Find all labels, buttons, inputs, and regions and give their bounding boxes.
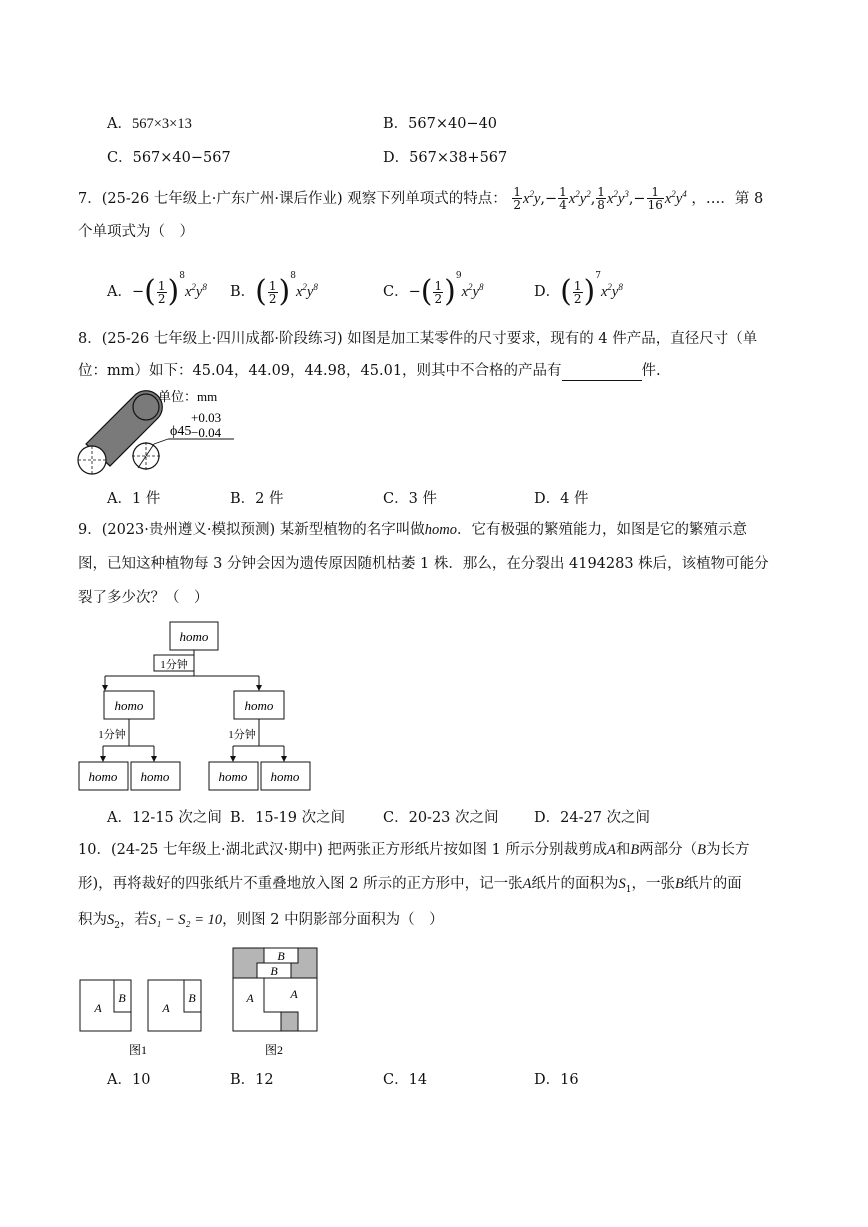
q8-option-d: D．4 件 xyxy=(534,491,589,507)
q10-option-a: A．10 xyxy=(107,1072,151,1088)
q9-option-a: A．12-15 次之间 xyxy=(107,810,222,826)
q8-option-a: A．1 件 xyxy=(107,491,161,507)
q10-option-d: D．16 xyxy=(534,1072,579,1088)
q7-stem-line2: 个单项式为（ ） xyxy=(78,224,194,240)
q9-option-b: B．15-19 次之间 xyxy=(230,810,346,826)
svg-text:A: A xyxy=(290,987,298,1001)
minute-label-right: 1分钟 xyxy=(228,729,256,741)
fig2-caption: 图2 xyxy=(264,1043,284,1057)
q7-term-3: $\frac{1}{8}$ $x^2y^3$ xyxy=(597,185,629,213)
tolerance-lower: −0.04 xyxy=(191,425,222,440)
svg-text:homo: homo xyxy=(270,769,300,784)
q7-option-c: C．−( $\frac{1}{2}$ )$^9x^2y^8$ xyxy=(383,271,484,309)
q10-option-c: C．14 xyxy=(383,1072,428,1088)
q10-stem-line3: 积为$S_2$，若S₁ − S₂ = 10，则图 2 中阴影部分面积为（ ） xyxy=(78,912,444,931)
q9-stem-line2: 图，已知这种植物每 3 分钟会因为遗传原因随机枯萎 1 株．那么，在分裂出 4194283 株后，该植物可能分 xyxy=(78,556,769,572)
svg-text:homo: homo xyxy=(179,629,209,644)
q7-term-4: − $\frac{1}{16}$ $x^2y^4$ xyxy=(633,185,687,213)
dimension-base: ϕ45 xyxy=(170,424,192,439)
q7-option-b: B．( $\frac{1}{2}$ )$^8x^2y^8$ xyxy=(230,271,318,309)
q7-term-1: $\frac{1}{2}$ $x^2y$ xyxy=(513,185,541,213)
q7-stem-line1: 7．(25-26 七年级上·广东广州·课后作业) 观察下列单项式的特点： $\frac{1}{2}$ $x^2y,-$ $\frac{1}{4}$ $x^2y^2$, $\frac{1}{8}$ $x^2y^3,-$ $\frac{1}{16}$ $x^2y^4$ ，…．第 8 xyxy=(78,185,764,213)
tolerance-upper: +0.03 xyxy=(191,410,222,425)
q7-term-2: − $\frac{1}{4}$ $x^2y^2$ xyxy=(545,185,591,213)
q9-stem-line1: 9．(2023·贵州遵义·模拟预测) 某新型植物的名字叫做homo．它有极强的繁殖能力，如图是它的繁殖示意 xyxy=(78,522,748,538)
q10-figures xyxy=(76,944,326,1060)
q7-option-a: A．−( $\frac{1}{2}$ )$^8x^2y^8$ xyxy=(107,271,207,309)
svg-text:1分钟: 1分钟 xyxy=(160,659,188,671)
svg-text:homo: homo xyxy=(218,769,248,784)
svg-text:A: A xyxy=(94,1001,102,1015)
q8-stem-line1: 8．(25-26 七年级上·四川成都·阶段练习) 如图是加工某零件的尺寸要求，现有的 4 件产品，直径尺寸（单 xyxy=(78,331,758,347)
fig1-square-1 xyxy=(80,980,131,1031)
svg-text:A: A xyxy=(246,991,254,1005)
q10-stem-line2: 形)，再将裁好的四张纸片不重叠地放入图 2 所示的正方形中，记一张A纸片的面积为$S_1$，一张B纸片的面 xyxy=(78,876,742,895)
q10-option-b: B．12 xyxy=(230,1072,274,1088)
q8-stem-line2: 位：mm）如下：45.04，44.09，44.98，45.01，则其中不合格的产品有 件. xyxy=(78,363,661,379)
q9-reproduction-tree xyxy=(76,618,316,794)
q8-answer-blank xyxy=(562,366,642,381)
cylinder-end-face xyxy=(78,446,106,474)
q9-stem-line3: 裂了多少次？（ ） xyxy=(78,590,209,606)
fig2-square xyxy=(233,948,317,1031)
svg-text:homo: homo xyxy=(88,769,118,784)
q7-series: $\frac{1}{2}$ $x^2y,-$ $\frac{1}{4}$ $x^2y^2$, $\frac{1}{8}$ $x^2y^3,-$ $\frac{1}{16}$ $x^2y^4$ xyxy=(513,185,687,213)
cylinder-top xyxy=(133,394,159,420)
svg-text:B: B xyxy=(277,949,285,963)
svg-text:B: B xyxy=(270,964,278,978)
fig1-square-2 xyxy=(148,980,201,1031)
q6-option-b: B．567×40−40 xyxy=(383,116,498,132)
svg-text:homo: homo xyxy=(114,698,144,713)
svg-text:A: A xyxy=(162,1001,170,1015)
q9-option-d: D．24-27 次之间 xyxy=(534,810,651,826)
minute-label-left: 1分钟 xyxy=(98,729,126,741)
q7-option-d: D．( $\frac{1}{2}$ )$^7x^2y^8$ xyxy=(534,271,623,309)
q8-option-b: B．2 件 xyxy=(230,491,284,507)
q6-option-c: C．567×40−567 xyxy=(107,150,231,166)
q6-option-d: D．567×38+567 xyxy=(383,150,508,166)
svg-text:homo: homo xyxy=(244,698,274,713)
q9-option-c: C．20-23 次之间 xyxy=(383,810,499,826)
svg-text:B: B xyxy=(118,991,126,1005)
svg-text:B: B xyxy=(188,991,196,1005)
q6-option-a: A．567×3×13 xyxy=(107,116,192,132)
q8-cylinder-figure xyxy=(74,384,244,476)
fig1-caption: 图1 xyxy=(128,1043,148,1057)
q10-stem-line1: 10．(24-25 七年级上·湖北武汉·期中) 把两张正方形纸片按如图 1 所示分别裁剪成A和B两部分（B为长方 xyxy=(78,842,750,858)
unit-label: 单位：mm xyxy=(158,389,218,404)
svg-text:homo: homo xyxy=(140,769,170,784)
q8-option-c: C．3 件 xyxy=(383,491,437,507)
